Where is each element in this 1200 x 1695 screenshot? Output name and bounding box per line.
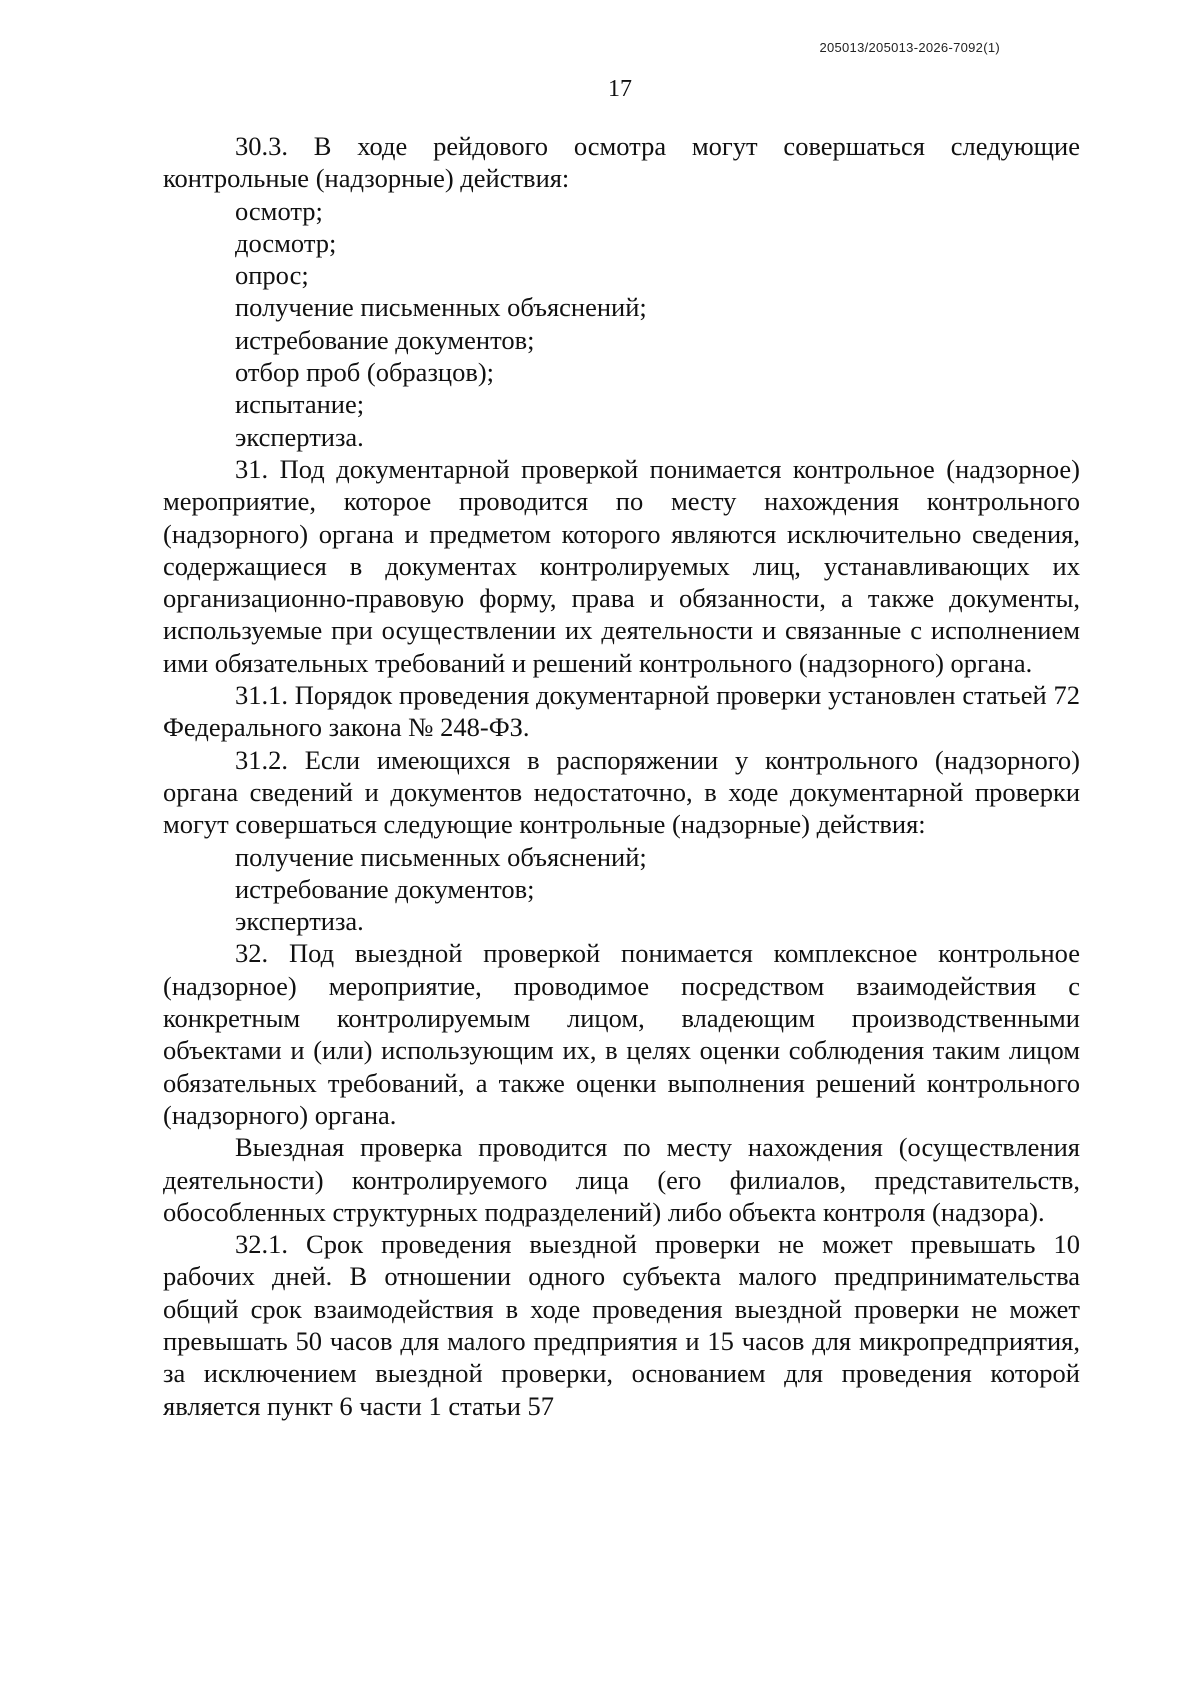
paragraph-31-1: 31.1. Порядок проведения документарной проверки установлен статьей 72 Федерального закона № 248-ФЗ. xyxy=(163,680,1080,743)
list-item: досмотр; xyxy=(235,227,337,258)
paragraph-31: 31. Под документарной проверкой понимается контрольное (надзорное) мероприятие, которое проводится по месту нахождения контрольного (надзорного) органа и предметом которого являются исключительно сведения, содержащиеся в документах контролируемых лиц, устанавливающих их организационно-правовую форму, права и обязанности, а также документы, используемые при осуществлении их деятельности и связанные с исполнением ими обязательных требований и решений контрольного (надзорного) органа. xyxy=(163,453,1080,678)
list-item: получение письменных объяснений; xyxy=(235,292,647,323)
paragraph-30-3: 30.3. В ходе рейдового осмотра могут совершаться следующие контрольные (надзорные) действия: xyxy=(163,131,1080,194)
paragraph-32-onsite-location: Выездная проверка проводится по месту нахождения (осуществления деятельности) контролируемого лица (его филиалов, представительств, обособленных структурных подразделений) либо объекта контроля (надзора). xyxy=(163,1132,1080,1227)
list-item: испытание; xyxy=(235,389,365,420)
paragraph-32: 32. Под выездной проверкой понимается комплексное контрольное (надзорное) мероприятие, проводимое посредством взаимодействия с конкретным контролируемым лицом, владеющим производственными объектами и (или) использующим их, в целях оценки соблюдения таким лицом обязательных требований, а также оценки выполнения решений контрольного (надзорного) органа. xyxy=(163,938,1080,1130)
list-item: экспертиза. xyxy=(235,421,364,452)
list-item: опрос; xyxy=(235,260,309,291)
list-item: осмотр; xyxy=(235,195,323,226)
document-body xyxy=(163,130,1080,1422)
list-item: истребование документов; xyxy=(235,324,535,355)
document-id: 205013/205013-2026-7092(1) xyxy=(819,40,1000,55)
paragraph-32-1: 32.1. Срок проведения выездной проверки не может превышать 10 рабочих дней. В отношении одного субъекта малого предпринимательства общий срок взаимодействия в ходе проведения выездной проверки не может превышать 50 часов для малого предприятия и 15 часов для микропредприятия, за исключением выездной проверки, основанием для проведения которой является пункт 6 части 1 статьи 57 xyxy=(163,1229,1080,1421)
list-item: получение письменных объяснений; xyxy=(235,841,647,872)
list-item: отбор проб (образцов); xyxy=(235,357,495,388)
list-item: истребование документов; xyxy=(235,873,535,904)
page-number: 17 xyxy=(608,76,632,102)
paragraph-31-2: 31.2. Если имеющихся в распоряжении у контрольного (надзорного) органа сведений и документов недостаточно, в ходе документарной проверки могут совершаться следующие контрольные (надзорные) действия: xyxy=(163,744,1080,840)
list-item: экспертиза. xyxy=(235,906,364,937)
